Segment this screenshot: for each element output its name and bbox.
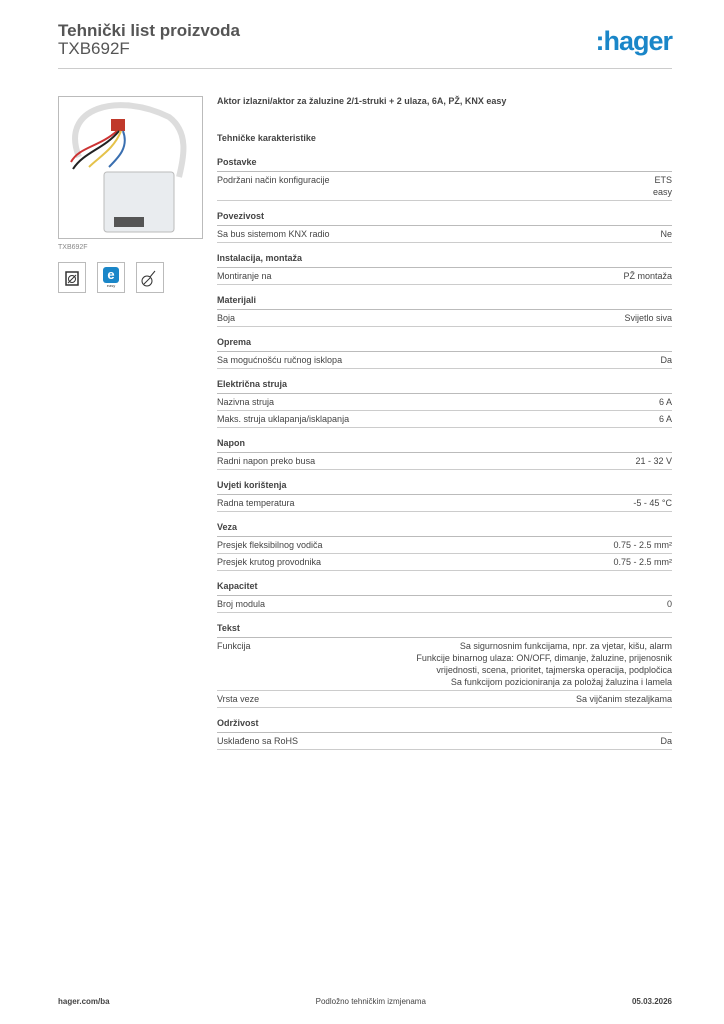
spec-value-line: 21 - 32 V	[635, 456, 672, 466]
spec-value-line: Svijetlo siva	[624, 313, 672, 323]
product-code: TXB692F	[58, 39, 130, 58]
spec-value	[635, 455, 672, 467]
section-heading: Povezivost	[217, 211, 672, 226]
spec-label: Broj modula	[217, 599, 266, 609]
section-heading: Tekst	[217, 623, 672, 638]
spec-row	[217, 554, 672, 571]
spec-row	[217, 352, 672, 369]
section-heading: Električna struja	[217, 379, 672, 394]
spec-label: Presjek krutog provodnika	[217, 557, 322, 567]
spec-value-line: 6 A	[658, 397, 672, 407]
spec-label: Montiranje na	[217, 271, 272, 281]
spec-content	[217, 96, 672, 750]
footer-date: 05.03.2026	[631, 997, 672, 1006]
spec-label: Sa mogućnošću ručnog isklopa	[217, 355, 343, 365]
spec-row	[217, 691, 672, 708]
spec-value	[660, 735, 672, 747]
spec-label: Usklađeno sa RoHS	[217, 736, 299, 746]
spec-row	[217, 226, 672, 243]
spec-row	[217, 310, 672, 327]
spec-row	[217, 733, 672, 750]
spec-label: Radni napon preko busa	[217, 456, 316, 466]
spec-value-line: PŽ montaža	[623, 271, 672, 281]
header-divider	[58, 68, 672, 69]
tech-heading: Tehničke karakteristike	[217, 133, 316, 143]
spec-label: Vrsta veze	[217, 694, 260, 704]
spec-value-line: 0.75 - 2.5 mm²	[613, 557, 672, 567]
product-image	[58, 96, 203, 239]
spec-value-line: -5 - 45 °C	[633, 498, 672, 508]
spec-value	[660, 228, 672, 240]
spec-label: Funkcija	[217, 641, 251, 651]
spec-row	[217, 495, 672, 512]
knx-easy-icon: e easy	[97, 262, 125, 293]
section-heading: Kapacitet	[217, 581, 672, 596]
footer-website[interactable]: hager.com/ba	[58, 997, 110, 1006]
spec-value	[633, 497, 672, 509]
spec-row	[217, 537, 672, 554]
spec-label: Maks. struja uklapanja/isklapanja	[217, 414, 350, 424]
spec-value	[576, 693, 672, 705]
spec-row	[217, 638, 672, 691]
spec-row	[217, 453, 672, 470]
spec-row	[217, 596, 672, 613]
spec-value-line: 0.75 - 2.5 mm²	[613, 540, 672, 550]
section-heading: Održivost	[217, 718, 672, 733]
spec-row	[217, 411, 672, 428]
footer	[58, 997, 672, 1006]
spec-label: Radna temperatura	[217, 498, 295, 508]
page-title: Tehnički list proizvoda	[58, 21, 240, 40]
section-heading: Napon	[217, 438, 672, 453]
manual-override-icon	[58, 262, 86, 293]
spec-value-line: Da	[660, 355, 672, 365]
section-heading: Oprema	[217, 337, 672, 352]
spec-row	[217, 268, 672, 285]
spec-value	[667, 598, 672, 610]
knx-easy-label: easy	[106, 283, 116, 288]
spec-value	[660, 354, 672, 366]
spec-value	[623, 270, 672, 282]
footer-note: Podložno tehničkim izmjenama	[315, 997, 426, 1006]
spec-value-line: Ne	[660, 229, 672, 239]
spec-sections	[217, 157, 672, 750]
hager-logo: :hager	[595, 26, 672, 56]
spec-value	[416, 640, 672, 688]
spec-value	[659, 413, 672, 425]
product-image-label: TXB692F	[58, 244, 88, 251]
spec-label: Sa bus sistemom KNX radio	[217, 229, 330, 239]
feature-icons	[58, 262, 164, 293]
spec-value-line: Sa sigurnosnim funkcijama, npr. za vjetar, kišu, alarm	[459, 641, 672, 651]
spec-value-line: 0	[666, 599, 672, 609]
spec-value-line: Funkcije binarnog ulaza: ON/OFF, dimanje, žaluzine, prijenosnik	[416, 653, 672, 663]
spec-value-line: vrijednosti, scena, prioritet, tajmerska operacija, podpločica	[436, 665, 672, 675]
spec-value	[624, 312, 672, 324]
spec-value-line: 6 A	[658, 414, 672, 424]
spec-value-line: Sa vijčanim stezaljkama	[575, 694, 672, 704]
spec-value-line: easy	[652, 187, 672, 197]
section-heading: Veza	[217, 522, 672, 537]
spec-label: Boja	[217, 313, 236, 323]
section-heading: Instalacija, montaža	[217, 253, 672, 268]
spec-label: Presjek fleksibilnog vodiča	[217, 540, 323, 550]
spec-value-line: Sa funkcijom pozicioniranja za položaj žaluzina i lamela	[450, 677, 672, 687]
section-heading: Postavke	[217, 157, 672, 172]
spec-value-line: Da	[660, 736, 672, 746]
product-description: Aktor izlazni/aktor za žaluzine 2/1-struki + 2 ulaza, 6A, PŽ, KNX easy	[217, 96, 507, 106]
spec-value	[613, 539, 672, 551]
section-heading: Materijali	[217, 295, 672, 310]
spec-row	[217, 394, 672, 411]
spec-value	[653, 174, 672, 198]
spec-value	[659, 396, 672, 408]
screw-terminal-icon	[136, 262, 164, 293]
spec-row	[217, 172, 672, 201]
spec-value-line: ETS	[654, 175, 672, 185]
spec-label: Podržani način konfiguracije	[217, 175, 330, 185]
spec-value	[613, 556, 672, 568]
section-heading: Uvjeti korištenja	[217, 480, 672, 495]
spec-label: Nazivna struja	[217, 397, 275, 407]
